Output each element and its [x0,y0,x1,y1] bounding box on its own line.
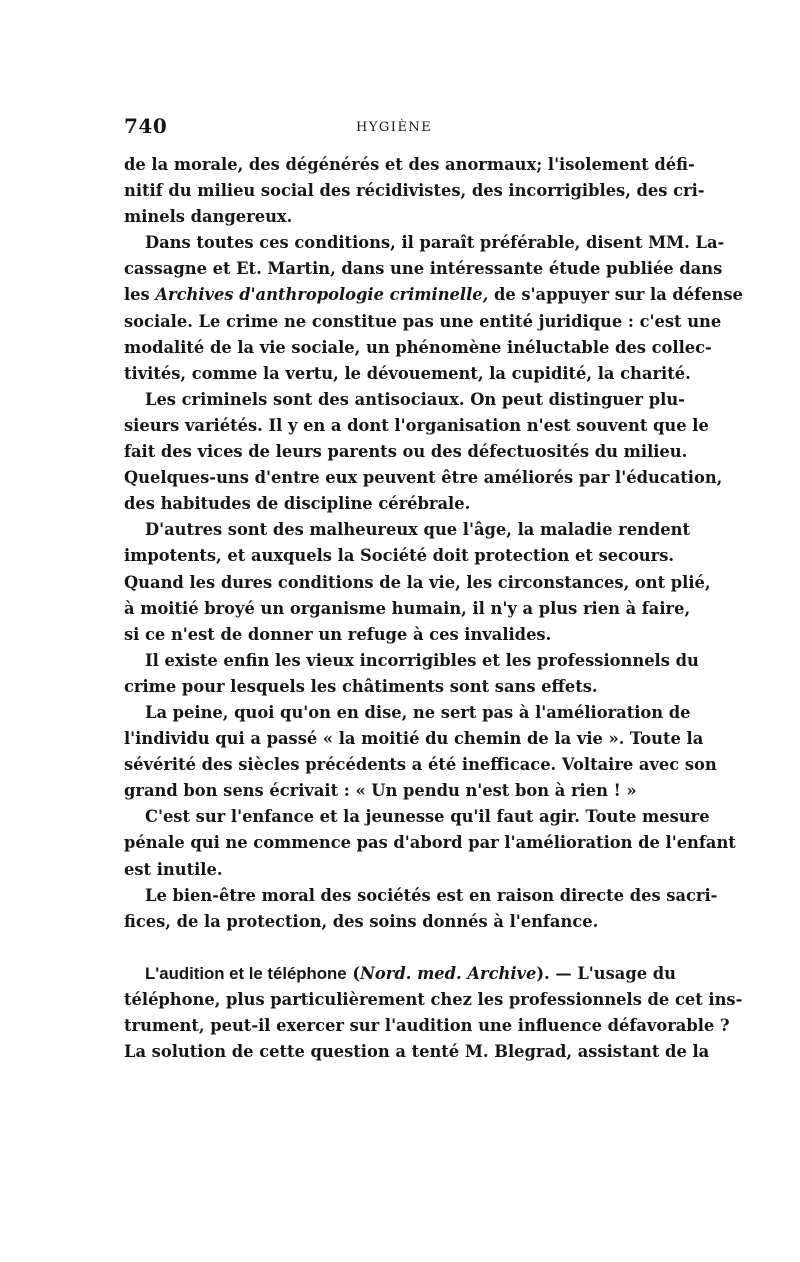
text-line: Il existe enfin les vieux incorrigibles et les professionnels du [145,650,699,670]
page-number: 740 [124,114,168,138]
text-line: La solution de cette question a tenté M. Blegrad, assistant de la [124,1042,710,1062]
source-citation: Nord. med. Archive [360,963,537,983]
text-line: minels dangereux. [124,207,293,227]
body-text [124,152,743,1065]
text-line: Les criminels sont des antisociaux. On peut distinguer plu- [145,389,685,409]
text-line: Quand les dures conditions de la vie, les circonstances, ont plié, [124,572,711,592]
text-line: si ce n'est de donner un refuge à ces invalides. [124,624,552,644]
text-line: sévérité des siècles précédents a été inefficace. Voltaire avec son [124,755,717,775]
text-line: impotents, et auxquels la Société doit protection et secours. [124,546,675,566]
text-fragment: ). — L'usage du [536,963,676,983]
text-fragment: ( [346,963,361,983]
text-line: Dans toutes ces conditions, il paraît préférable, disent MM. La- [145,233,725,253]
text-line: fices, de la protection, des soins donnés à l'enfance. [124,911,599,931]
text-line: trument, peut-il exercer sur l'audition une influence défavorable ? [124,1016,730,1035]
text-line: nitif du milieu social des récidivistes, des incorrigibles, des cri- [124,181,705,201]
text-line: l'individu qui a passé « la moitié du chemin de la vie ». Toute la [124,729,704,749]
running-header [124,112,674,142]
section-heading: L'audition et le téléphone [145,963,347,983]
text-line: fait des vices de leurs parents ou des défectuosités du milieu. [124,442,688,462]
text-fragment: de s'appuyer sur la défense [488,285,743,305]
text-line: est inutile. [124,859,223,879]
running-title: HYGIÈNE [356,120,433,135]
text-fragment: les [124,285,156,305]
text-line: sociale. Le crime ne constitue pas une entité juridique : c'est une [124,311,722,331]
section-gap [124,935,672,961]
text-line: téléphone, plus particulièrement chez les professionnels de cet ins- [124,989,743,1009]
text-line: D'autres sont des malheureux que l'âge, la maladie rendent [145,520,690,540]
text-line: modalité de la vie sociale, un phénomène inéluctable des collec- [124,337,712,357]
text-line: cassagne et Et. Martin, dans une intéressante étude publiée dans [124,259,723,279]
text-line: de la morale, des dégénérés et des anormaux; l'isolement défi- [124,155,695,174]
text-line: Quelques-uns d'entre eux peuvent être améliorés par l'éducation, [124,468,723,488]
text-line: sieurs variétés. Il y en a dont l'organisation n'est souvent que le [124,415,709,435]
section-heading-line [124,961,676,987]
text-line: pénale qui ne commence pas d'abord par l'amélioration de l'enfant [124,833,736,853]
text-line: La peine, quoi qu'on en dise, ne sert pas à l'amélioration de [145,702,691,722]
text-line: crime pour lesquels les châtiments sont sans effets. [124,676,598,696]
text-line: C'est sur l'enfance et la jeunesse qu'il faut agir. Toute mesure [145,807,710,827]
text-line: grand bon sens écrivait : « Un pendu n'est bon à rien ! » [124,781,637,801]
text-line: Le bien-être moral des sociétés est en raison directe des sacri- [145,885,718,905]
text-line [124,282,743,308]
text-line: des habitudes de discipline cérébrale. [124,494,471,514]
text-line: à moitié broyé un organisme humain, il n'y a plus rien à faire, [124,598,691,618]
journal-title: Archives d'anthropologie criminelle, [155,285,489,305]
text-line: tivités, comme la vertu, le dévouement, la cupidité, la charité. [124,363,691,383]
